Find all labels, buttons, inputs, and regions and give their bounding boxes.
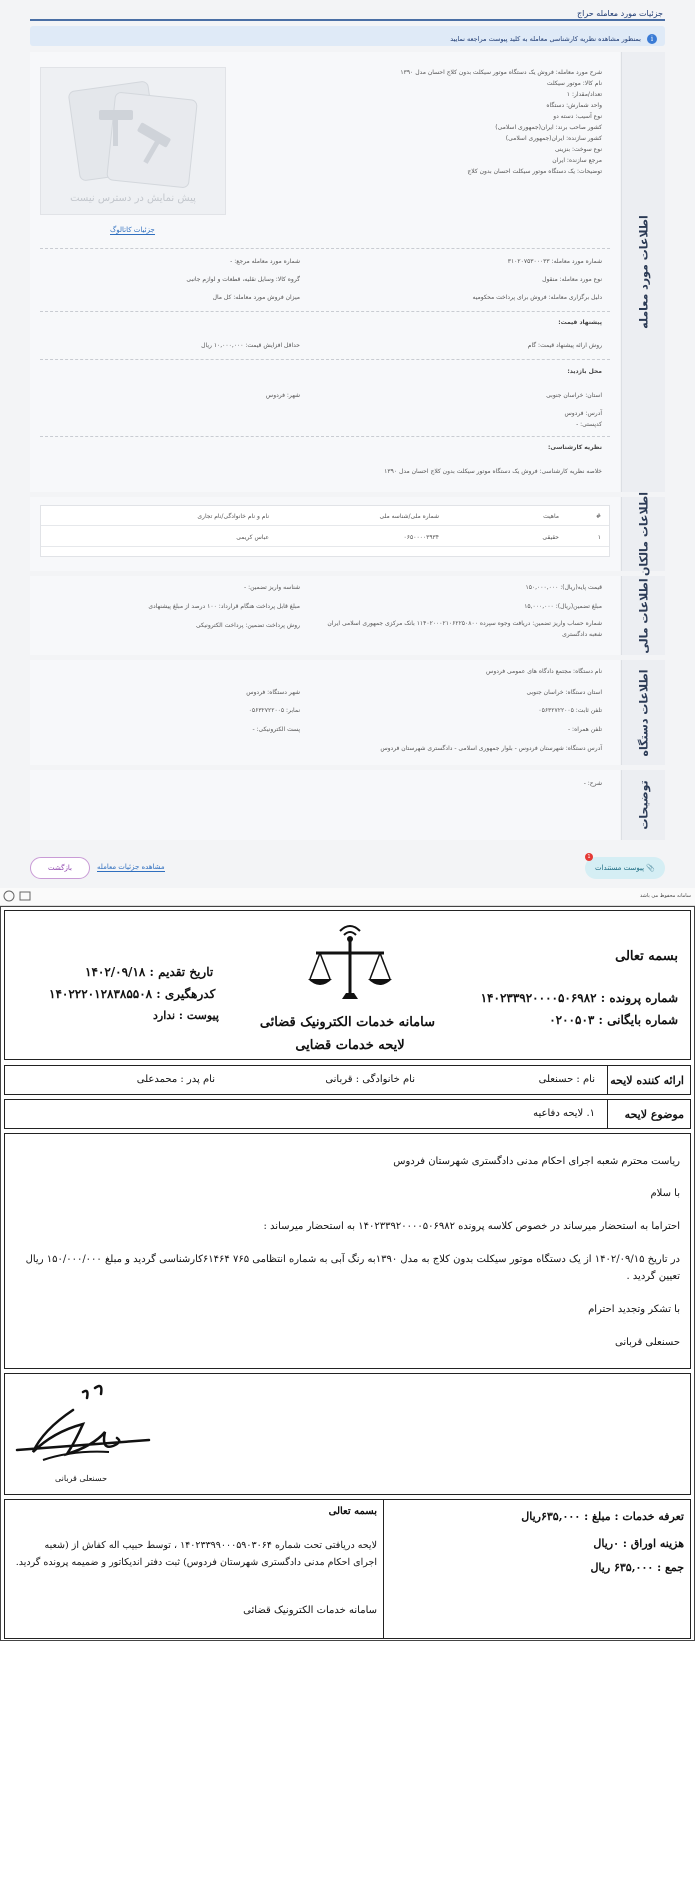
item-image-placeholder [40, 67, 226, 215]
info-banner [30, 26, 665, 46]
attachments-count-badge: 1 [585, 853, 593, 861]
info-text: بمنظور مشاهده نظریه کارشناسی معامله به کلید پیوست مراجعه نمایید [450, 35, 641, 43]
offer-method: روش ارائه پیشنهاد قیمت: گام [527, 342, 602, 349]
justice-scale-icon [302, 917, 398, 1007]
table-row: ۱ حقیقی ۰۶۵۰۰۰۰۳۹۳۴ عباس کریمی [41, 527, 609, 547]
legal-brief-document [0, 906, 695, 1641]
item-unit: واحد شمارش: دستگاه [546, 102, 602, 109]
device-name: نام دستگاه: مجتمع دادگاه های عمومی فردوس [486, 668, 602, 675]
item-notes: توضیحات: یک دستگاه موتور سیکلت احسان بدون کلاج [467, 168, 602, 175]
subject-row [4, 1099, 691, 1129]
panel-title: جزئیات مورد معامله حراج [577, 9, 663, 18]
back-button[interactable]: بازگشت [30, 857, 90, 879]
device-phone: تلفن ثابت: ۰۵۶۳۲۷۲۲۰۰۵ [538, 707, 602, 714]
submitter-row [4, 1065, 691, 1095]
section-label-deal: اطلاعات مورد معامله [621, 52, 665, 492]
body-line: تعیین گردید . [626, 1271, 680, 1282]
prepayment: مبلغ قابل پرداخت هنگام قرارداد: ۱۰۰ درصد از مبلغ پیشنهادی [148, 603, 300, 610]
paper-cost: هزینه اوراق : ۰ریال [593, 1537, 684, 1550]
guarantee-amount: مبلغ تضمین(ریال): ۱۵,۰۰۰,۰۰۰ [524, 603, 602, 610]
owners-table [40, 505, 610, 557]
item-description: شرح مورد معامله: فروش یک دستگاه موتور سیکلت بدون کلاج احسان مدل ۱۳۹۰ [400, 69, 602, 76]
submit-date: تاریخ تقدیم : ۱۴۰۲/۰۹/۱۸ [85, 965, 214, 979]
device-email: پست الکترونیکی: - [252, 726, 300, 733]
item-fuel: نوع سوخت: بنزینی [554, 146, 602, 153]
owners-table-header: # ماهیت شماره ملی/شناسه ملی نام و نام خانوادگی/نام تجاری [41, 506, 609, 526]
attachment-status: پیوست : ندارد [153, 1009, 219, 1022]
base-price: قیمت پایه(ریال): ۱۵۰,۰۰۰,۰۰۰ [525, 584, 602, 591]
archive-number: شماره بایگانی : ۰۲۰۰۵۰۳ [549, 1013, 678, 1027]
expert-summary: خلاصه نظریه کارشناسی: فروش یک دستگاه موتور سیکلت بدون کلاج احسان مدل ۱۳۹۰ [384, 468, 602, 475]
deal-details-panel [0, 0, 695, 888]
attachments-label: پیوست مستندات [594, 864, 645, 872]
cell-divider [607, 1100, 608, 1128]
receipt-heading: بسمه تعالی [328, 1506, 377, 1517]
capture-strip [0, 888, 695, 906]
signature-image [13, 1380, 153, 1472]
receipt-line: اجرای احکام مدنی دادگستری شهرستان فردوس) ثبت دفتر اندیکاتور و ضمیمه پرونده گردید. [15, 1557, 377, 1568]
item-brand-country: کشور صاحب برند: ایران(جمهوری اسلامی) [495, 124, 602, 131]
system-title: سامانه خدمات الکترونیک قضائی [259, 1015, 435, 1030]
subject-label: موضوع لایحه [624, 1108, 684, 1121]
emblem-icon [18, 890, 32, 902]
case-type: نوع مورد معامله: منقول [542, 276, 602, 283]
body-line: با تشکر وتجدید احترام [588, 1304, 680, 1315]
subject-value: ۱. لایحه دفاعیه [533, 1108, 595, 1119]
submitter-last-name: نام خانوادگی : قربانی [325, 1074, 415, 1085]
deal-reason: دلیل برگزاری معامله: فروش برای پرداخت محکومیه [472, 294, 602, 301]
catalog-details-link[interactable]: جزئیات کاتالوگ [110, 226, 155, 234]
total-cost: جمع : ۶۳۵,۰۰۰ ریال [590, 1561, 684, 1574]
signer-name: حسنعلی قربانی [55, 1474, 108, 1483]
device-address: آدرس دستگاه: شهرستان فردوس - بلوار جمهوری اسلامی - دادگستری شهرستان فردوس [380, 745, 602, 752]
signature-box [4, 1373, 691, 1495]
fees-receipt-box [4, 1499, 691, 1639]
title-divider [30, 19, 665, 21]
service-fee: تعرفه خدمات : مبلغ : ۶۳۵,۰۰۰ریال [521, 1510, 684, 1523]
expert-heading: نظریه کارشناسی: [548, 444, 602, 451]
receipt-line: لایحه دریافتی تحت شماره ۱۴۰۲۳۳۹۹۰۰۰۵۹۰۳۰۶۴ ، توسط حبیب اله کفاش از (شعبه [44, 1540, 377, 1551]
attachments-button[interactable] [585, 857, 665, 879]
image-unavailable-text: پیش نمایش در دسترس نیست [70, 193, 196, 204]
cell-divider [383, 1500, 384, 1638]
visit-address: آدرس: فردوس [564, 410, 602, 417]
payment-method: روش پرداخت تضمین: پرداخت الکترونیکی [196, 622, 300, 629]
guarantee-deposit-id: شناسه واریز تضمین: - [244, 584, 300, 591]
gavel-icon [41, 68, 227, 188]
tracking-code: کدرهگیری : ۱۴۰۲۲۲۰۱۲۸۳۸۵۵۰۸ [49, 987, 216, 1001]
case-number: شماره پرونده : ۱۴۰۲۳۳۹۲۰۰۰۰۵۰۶۹۸۲ [480, 991, 678, 1005]
notes-text: شرح: - [583, 780, 602, 787]
device-fax: نمابر: ۰۵۶۳۲۷۲۲۰۰۵ [248, 707, 300, 714]
device-province: استان دستگاه: خراسان جنوبی [526, 689, 602, 696]
bismillah: بسمه تعالی [615, 949, 678, 964]
ref-case-number: شماره مورد معامله مرجع: - [230, 258, 300, 265]
receipt-footer: سامانه خدمات الکترونیک قضائی [243, 1605, 377, 1616]
document-header [4, 910, 691, 1060]
divider [40, 359, 610, 360]
paperclip-icon: 📎 [646, 864, 656, 872]
divider [40, 436, 610, 437]
logo-icon [2, 890, 16, 902]
visit-province: استان: خراسان جنوبی [546, 392, 602, 399]
deal-details-link[interactable]: مشاهده جزئیات معامله [97, 863, 165, 871]
info-icon: i [647, 34, 657, 44]
visit-location-heading: محل بازدید: [567, 368, 602, 375]
item-count: تعداد/مقدار: ۱ [566, 91, 602, 98]
body-line: احتراما به استحضار میرساند در خصوص کلاسه پرونده ۱۴۰۲۳۳۹۲۰۰۰۰۵۰۶۹۸۲ به استحضار میرساند : [263, 1221, 680, 1232]
visit-postal-code: کدپستی: - [576, 421, 602, 428]
divider [40, 248, 610, 249]
cell-divider [607, 1066, 608, 1094]
guarantee-account: شماره حساب واریز تضمین: دریافت وجوه سپرده ۱۱۴۰۲۰۰۰۲۱۰۶۲۲۵۰۸۰۰ بانک مرکزی جمهوری اسلامی ایران [327, 620, 602, 627]
item-damage: نوع آسیب: دسته دو [553, 113, 602, 120]
document-title: لایحه خدمات قضایی [295, 1038, 405, 1053]
submitter-first-name: نام : حسنعلی [538, 1074, 595, 1085]
section-label-notes: توضیحات [621, 770, 665, 840]
submitter-father-name: نام پدر : محمدعلی [136, 1074, 215, 1085]
section-label-device: اطلاعات دستگاه [621, 660, 665, 765]
section-notes [30, 770, 620, 840]
item-maker-country: کشور سازنده: ایران(جمهوری اسلامی) [505, 135, 602, 142]
device-city: شهر دستگاه: فردوس [246, 689, 300, 696]
min-increase: حداقل افزایش قیمت: ۱۰,۰۰۰,۰۰۰ ریال [201, 342, 300, 349]
body-line: ریاست محترم شعبه اجرای احکام مدنی دادگستری شهرستان فردوس [393, 1156, 680, 1167]
offer-heading: پیشنهاد قیمت: [558, 319, 602, 326]
divider [40, 311, 610, 312]
body-line: در تاریخ ۱۴۰۲/۰۹/۱۵ از یک دستگاه موتور سیکلت بدون کلاج به مدل ۱۳۹۰به رنگ آبی به شماره انتظامی ۷۶۵ ۶۱۴۶۴کارشناسی گردید و مبلغ ۱۵۰/۰۰۰/۰۰۰ ریال [25, 1254, 680, 1265]
copyright-text: سامانه محفوظ می باشد [640, 893, 691, 899]
submitter-label: ارائه کننده لایحه [610, 1074, 684, 1087]
goods-group: گروه کالا: وسایل نقلیه، قطعات و لوازم جانبی [186, 276, 300, 283]
sale-share: میزان فروش مورد معامله: کل مال [212, 294, 300, 301]
account-branch: شعبه دادگستری [562, 631, 602, 638]
item-name: نام کالا: موتور سیکلت [546, 80, 602, 87]
device-mobile: تلفن همراه: - [567, 726, 602, 733]
case-number: شماره مورد معامله: ۳۱۰۲۰۷۵۳۰۰۰۳۳ [507, 258, 602, 265]
section-label-owners: اطلاعات مالکان [621, 497, 665, 571]
brief-body [4, 1133, 691, 1369]
visit-city: شهر: فردوس [265, 392, 300, 399]
body-line: حسنعلی قربانی [614, 1337, 680, 1348]
body-line: با سلام [650, 1188, 680, 1199]
item-maker: مرجع سازنده: ایران [552, 157, 602, 164]
section-label-financial: اطلاعات مالی [621, 576, 665, 655]
